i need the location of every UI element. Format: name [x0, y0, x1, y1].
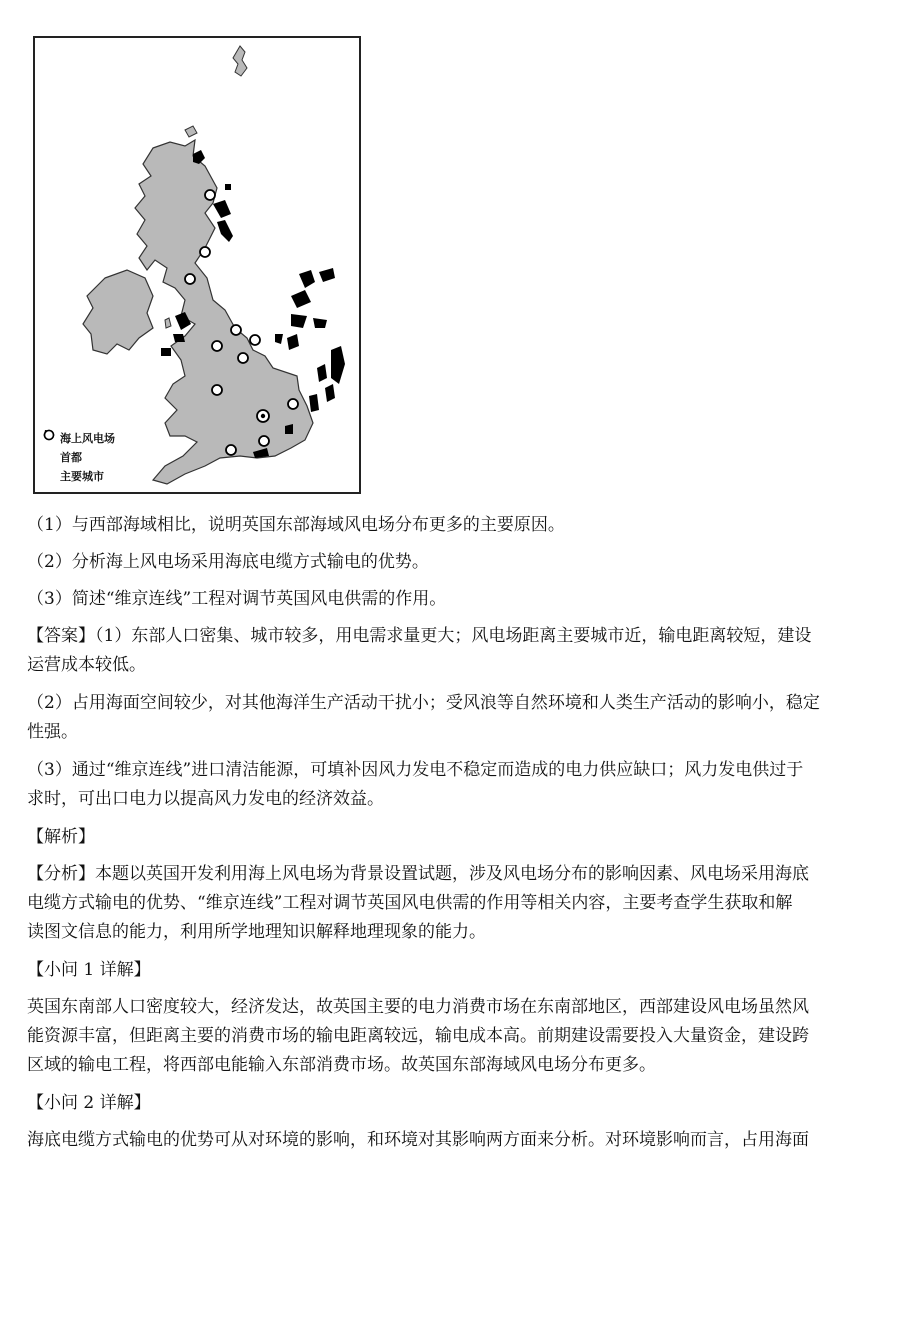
legend-capital-row	[43, 448, 115, 467]
uk-wind-farm-map	[33, 36, 361, 494]
city-marker	[185, 274, 195, 284]
wind-farm	[291, 290, 311, 308]
fenxi-text: 本题以英国开发利用海上风电场为背景设置试题，涉及风电场分布的影响因素、风电场采用海底	[95, 864, 809, 884]
question-2: （2）分析海上风电场采用海底电缆方式输电的优势。	[27, 552, 429, 572]
detail-1-paragraph	[27, 993, 885, 1080]
northern-ireland-landmass	[83, 270, 153, 354]
detail-2-heading: 【小问 2 详解】	[27, 1093, 151, 1113]
wind-farm	[317, 364, 327, 382]
fenxi-line	[27, 860, 885, 889]
answer-part-2	[27, 689, 885, 747]
detail-line: 区域的输电工程，将西部电能输入东部消费市场。故英国东部海域风电场分布更多。	[27, 1055, 656, 1075]
wind-farm	[313, 318, 327, 328]
wind-farm	[217, 220, 233, 242]
wind-farm	[213, 200, 231, 218]
wind-farm	[331, 346, 345, 384]
detail-line: 英国东南部人口密度较大，经济发达，故英国主要的电力消费市场在东南部地区，西部建设风电场虽然风	[27, 997, 809, 1017]
answer-label: 【答案】	[27, 626, 95, 646]
answer-part-3	[27, 756, 885, 814]
detail-line: 能资源丰富，但距离主要的消费市场的输电距离较远，输电成本高。前期建设需要投入大量资金，建设跨	[27, 1026, 809, 1046]
shetland-islands	[233, 46, 247, 76]
wind-farm	[299, 270, 315, 288]
question-1: （1）与西部海域相比，说明英国东部海域风电场分布更多的主要原因。	[27, 515, 565, 535]
legend-city-row	[43, 467, 115, 486]
city-marker	[212, 341, 222, 351]
detail-line: 海底电缆方式输电的优势可从对环境的影响，和环境对其影响两方面来分析。对环境影响而言，占用海面	[27, 1130, 809, 1150]
wind-farm	[173, 334, 185, 342]
fenxi-line: 读图文信息的能力，利用所学地理知识解释地理现象的能力。	[27, 922, 486, 942]
city-marker	[288, 399, 298, 409]
isle-of-man	[165, 318, 171, 328]
answer-line: （3）通过“维京连线”进口清洁能源，可填补因风力发电不稳定而造成的电力供应缺口；风力发电供过于	[27, 760, 804, 780]
answer-line: 求时，可出口电力以提高风力发电的经济效益。	[27, 789, 384, 809]
answer-part-1	[27, 622, 885, 680]
answer-line: 运营成本较低。	[27, 655, 146, 675]
analysis-heading: 【解析】	[27, 827, 95, 847]
city-marker	[231, 325, 241, 335]
wind-farm	[309, 394, 319, 412]
answer-line: （2）占用海面空间较少，对其他海洋生产活动干扰小；受风浪等自然环境和人类生产活动的影响小，稳定	[27, 693, 820, 713]
wind-farm	[193, 150, 205, 164]
legend-capital-label: 首都	[60, 451, 82, 464]
wind-farm	[161, 348, 171, 356]
city-marker	[238, 353, 248, 363]
capital-marker	[257, 410, 269, 422]
city-marker	[259, 436, 269, 446]
fenxi-line: 电缆方式输电的优势、“维京连线”工程对调节英国风电供需的作用等相关内容，主要考查学生获取和解	[27, 893, 793, 913]
wind-farm	[287, 334, 299, 350]
wind-farm	[225, 184, 231, 190]
question-3: （3）简述“维京连线”工程对调节英国风电供需的作用。	[27, 589, 447, 609]
wind-farm	[325, 384, 335, 402]
legend-wind-label: 海上风电场	[60, 432, 115, 445]
answer-line: 性强。	[27, 722, 78, 742]
orkney-islands	[185, 126, 197, 137]
city-marker	[250, 335, 260, 345]
legend-city-label: 主要城市	[60, 470, 104, 483]
city-marker	[226, 445, 236, 455]
fenxi-paragraph	[27, 860, 885, 947]
answer-text: （1）东部人口密集、城市较多，用电需求量更大；风电场距离主要城市近，输电距离较短，建设	[95, 626, 812, 646]
city-marker	[205, 190, 215, 200]
wind-farm	[291, 314, 307, 328]
wind-farm	[319, 268, 335, 282]
city-marker	[212, 385, 222, 395]
wind-farm	[275, 334, 283, 344]
answer-line	[27, 622, 885, 651]
uk-map-graphic	[35, 38, 359, 492]
map-legend	[43, 429, 115, 486]
detail-1-heading: 【小问 1 详解】	[27, 960, 151, 980]
city-marker	[200, 247, 210, 257]
fenxi-label: 【分析】	[27, 864, 95, 884]
document-body	[27, 511, 885, 1155]
